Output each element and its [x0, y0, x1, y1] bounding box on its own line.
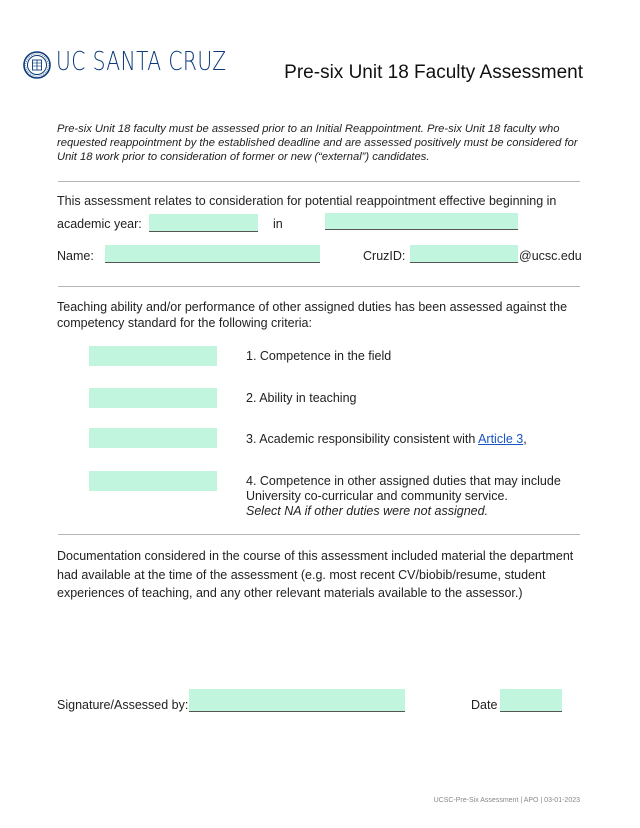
cruzid-label: CruzID:	[363, 249, 406, 263]
criterion-4-text: 4. Competence in other assigned duties that may include University co-curricular and community service.	[246, 474, 561, 503]
term-field[interactable]	[325, 213, 518, 230]
name-label: Name:	[57, 249, 94, 263]
criterion-2-field[interactable]	[89, 388, 217, 408]
ucsc-seal-icon	[23, 51, 51, 79]
criterion-3-trailing: ,	[523, 432, 527, 446]
criterion-3-text: 3. Academic responsibility consistent with	[246, 432, 479, 446]
divider	[58, 534, 580, 535]
article-3-link[interactable]: Article 3	[478, 432, 524, 446]
criterion-3-field[interactable]	[89, 428, 217, 448]
date-label: Date	[471, 698, 498, 712]
documentation-paragraph: Documentation considered in the course of this assessment included material the department had available at the time of the assessment (e.g. most recent CV/biobib/resume, student experiences of teaching, and any other relevant materials available to the assessor.)	[57, 549, 574, 600]
criterion-1-label: 1. Competence in the field	[246, 349, 392, 363]
signature-label: Signature/Assessed by:	[57, 698, 189, 712]
criterion-1-field[interactable]	[89, 346, 217, 366]
name-field[interactable]	[105, 245, 320, 263]
email-suffix: @ucsc.edu	[519, 249, 582, 263]
divider	[58, 286, 580, 287]
intro-paragraph: Pre-six Unit 18 faculty must be assessed prior to an Initial Reappointment. Pre-six Unit 18 faculty who requested reappointment by the established deadline and are assessed positively must be considered for Unit 18 work prior to consideration of former or new (“external”) candidates.	[57, 123, 578, 164]
page-title: Pre-six Unit 18 Faculty Assessment	[284, 62, 583, 83]
criterion-3-label	[246, 432, 527, 447]
criterion-4-note: Select NA if other duties were not assigned.	[246, 504, 489, 518]
academic-year-field[interactable]	[149, 214, 258, 232]
footer-text: UCSC-Pre-Six Assessment | APO | 03-01-2023	[433, 797, 580, 804]
signature-field[interactable]	[189, 689, 405, 712]
in-label: in	[273, 217, 283, 231]
criterion-4-label	[246, 474, 581, 519]
ucsc-logo-text: UC SANTA CRUZ	[56, 47, 227, 77]
cruzid-field[interactable]	[410, 245, 518, 263]
criterion-4-field[interactable]	[89, 471, 217, 491]
criterion-2-label: 2. Ability in teaching	[246, 391, 357, 405]
academic-year-label: academic year:	[57, 217, 142, 231]
divider	[58, 181, 580, 182]
date-field[interactable]	[500, 689, 562, 712]
assessment-line: This assessment relates to consideration for potential reappointment effective beginning in	[57, 194, 557, 208]
teaching-intro: Teaching ability and/or performance of other assigned duties has been assessed against the competency standard for the following criteria:	[57, 300, 568, 330]
